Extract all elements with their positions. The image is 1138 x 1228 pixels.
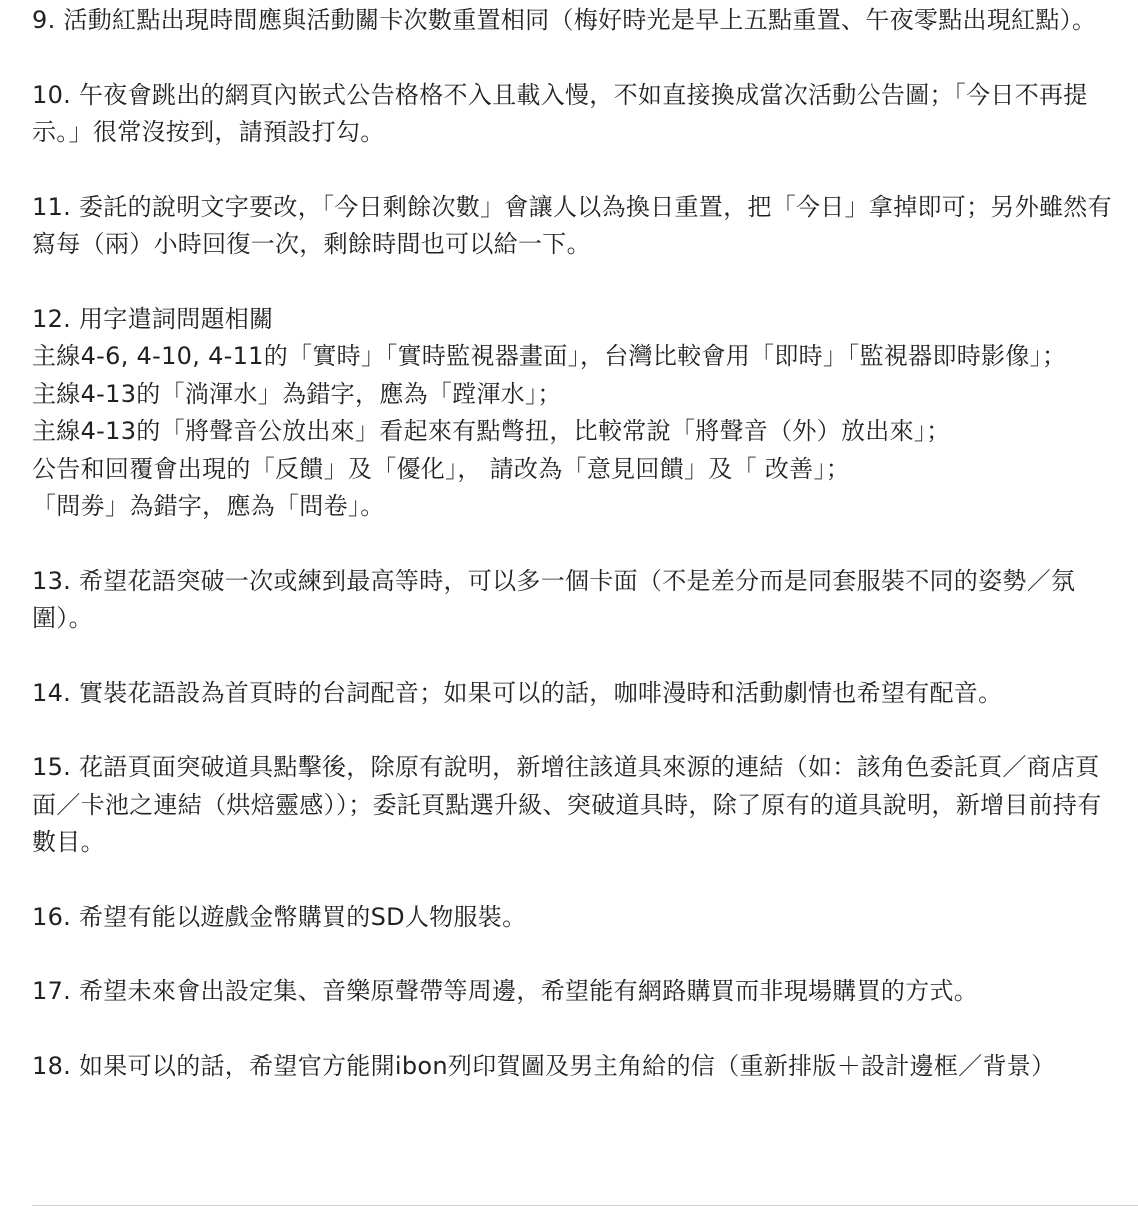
feedback-item-18 bbox=[32, 1048, 1122, 1086]
item-text: 18. 如果可以的話，希望官方能開ibon列印賀圖及男主角給的信（重新排版＋設計邊框／背景） bbox=[32, 1051, 1056, 1080]
item-text: 16. 希望有能以遊戲金幣購買的SD人物服裝。 bbox=[32, 902, 527, 931]
feedback-item-13 bbox=[32, 563, 1122, 638]
item-text: 11. 委託的說明文字要改，「今日剩餘次數」會讓人以為換日重置，把「今日」拿掉即可；另外雖然有寫每（兩）小時回復一次，剩餘時間也可以給一下。 bbox=[32, 192, 1112, 258]
feedback-item-16 bbox=[32, 899, 1122, 937]
item-text: 13. 希望花語突破一次或練到最高等時，可以多一個卡面（不是差分而是同套服裝不同的姿勢／氛圍）。 bbox=[32, 566, 1076, 632]
item-text: 17. 希望未來會出設定集、音樂原聲帶等周邊，希望能有網路購買而非現場購買的方式。 bbox=[32, 977, 979, 1005]
bottom-divider bbox=[32, 1205, 1138, 1206]
feedback-item-14 bbox=[32, 675, 1122, 713]
item-line: 主線4-6, 4-10, 4-11的「實時」「實時監視器畫面」，台灣比較會用「即時」「監視器即時影像」； bbox=[32, 342, 1067, 370]
feedback-item-10 bbox=[32, 77, 1122, 152]
item-text: 15. 花語頁面突破道具點擊後，除原有說明，新增往該道具來源的連結（如：該角色委託頁／商店頁面／卡池之連結（烘焙靈感））；委託頁點選升級、突破道具時，除了原有的道具說明，新增目前持有數目。 bbox=[32, 753, 1102, 856]
feedback-item-12 bbox=[32, 301, 1122, 526]
item-line: 公告和回覆會出現的「反饋」及「優化」， 請改為「意見回饋」及「 改善」； bbox=[32, 454, 851, 483]
feedback-list bbox=[32, 2, 1122, 1085]
feedback-item-11 bbox=[32, 189, 1122, 264]
item-heading: 12. 用字遣詞問題相關 bbox=[32, 304, 274, 333]
item-text: 9. 活動紅點出現時間應與活動關卡次數重置相同（梅好時光是早上五點重置、午夜零點出現紅點）。 bbox=[32, 6, 1097, 34]
feedback-item-15 bbox=[32, 749, 1122, 862]
item-line: 「問劵」為錯字，應為「問卷」。 bbox=[32, 492, 385, 520]
feedback-item-17 bbox=[32, 973, 1122, 1011]
item-text: 10. 午夜會跳出的網頁內嵌式公告格格不入且載入慢，不如直接換成當次活動公告圖；「今日不再提示。」很常沒按到，請預設打勾。 bbox=[32, 80, 1088, 146]
item-text: 14. 實裝花語設為首頁時的台詞配音；如果可以的話，咖啡漫時和活動劇情也希望有配音。 bbox=[32, 678, 1003, 707]
feedback-item-9 bbox=[32, 2, 1122, 40]
item-line: 主線4-13的「淌渾水」為錯字，應為「蹚渾水」； bbox=[32, 379, 562, 408]
item-line: 主線4-13的「將聲音公放出來」看起來有點彆扭，比較常說「將聲音（外）放出來」； bbox=[32, 417, 951, 445]
